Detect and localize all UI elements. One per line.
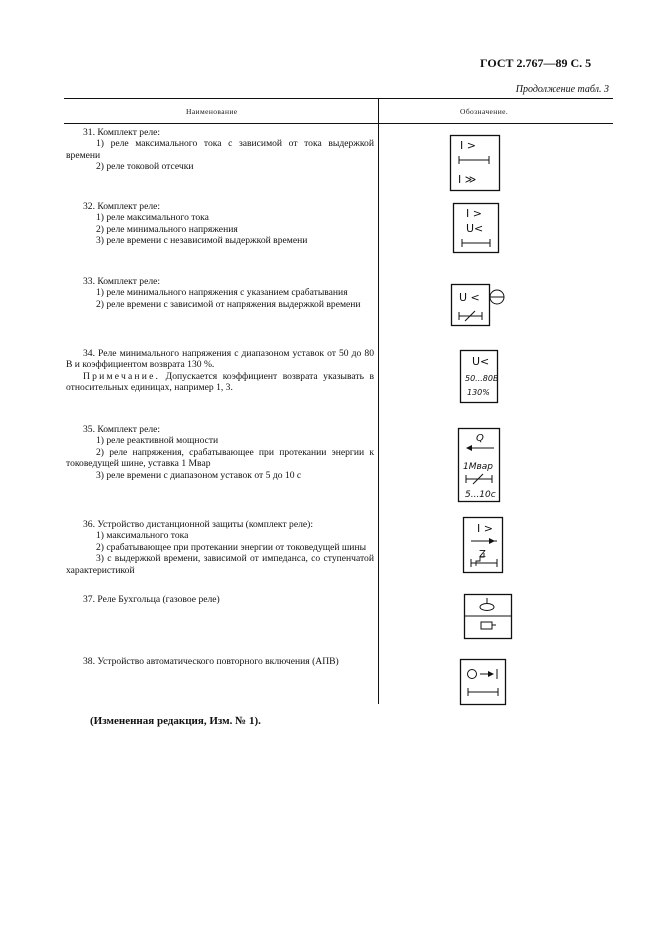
entry-note [66,371,374,394]
relay-36-drawing [463,517,503,573]
table-header-rule [64,123,613,124]
table-row-36 [66,519,374,576]
table-row-34 [66,348,374,394]
reactive-power-relay-set-icon [458,428,500,502]
symbol-label: 50...80В [465,374,499,383]
entry-heading: 32. Комплект реле: [83,201,161,212]
symbol-label: Q [476,433,484,444]
column-header-symbol: Обозначение. [460,107,509,116]
table-row-32 [66,201,374,247]
relay-32-drawing [453,203,499,253]
note-text: Допускается коэффициент возврата указывать в относительных единицах, например 1, 3. [66,370,374,394]
entry-heading: 36. Устройство дистанционной защиты (комплект реле): [83,519,314,530]
entry-line: 1) максимального тока [96,530,189,542]
table-row-35 [66,424,374,481]
column-divider [378,98,379,704]
symbol-label: 5...10с [465,490,496,500]
auto-reclose-icon [460,659,506,705]
entry-line: 2) реле времени с зависимой от напряжения выдержкой времени [96,298,361,310]
symbol-label: U< [466,222,484,235]
symbol-label: I > [460,139,476,152]
entry-line: 2) реле токовой отсечки [96,161,194,173]
entry-line: 1) реле максимального тока [96,212,209,224]
table-top-rule [64,98,613,99]
entry-heading: 37. Реле Бухгольца (газовое реле) [83,594,220,605]
symbol-label: U< [472,355,490,368]
symbol-label: 1Мвар [463,462,494,472]
relay-37-drawing [464,594,512,639]
relay-33-drawing [451,284,517,326]
table-continuation-label: Продолжение табл. 3 [515,84,609,95]
entry-heading: 35. Комплект реле: [83,424,161,435]
entry-heading: 31. Комплект реле: [83,127,161,138]
entry-line: 2) реле минимального напряжения [96,223,238,235]
entry-line: 3) с выдержкой времени, зависимой от импеданса, со ступенчатой характеристикой [66,553,374,576]
entry-heading: 34. Реле минимального напряжения с диапазоном уставок от 50 до 80 В и коэффициентом возврата 130 %. [66,348,374,371]
symbol-label: I > [466,207,482,220]
entry-line: 3) реле времени с независимой выдержкой времени [96,235,308,247]
symbol-label: 130% [467,388,490,397]
overcurrent-undervoltage-relay-set-icon [453,203,499,253]
entry-line: 1) реле минимального напряжения с указанием срабатывания [96,287,348,299]
symbol-label: I > [477,522,493,535]
relay-34-drawing [460,350,498,403]
overcurrent-relay-set-icon [450,135,500,191]
table-row-33 [66,276,374,310]
symbol-label: U < [459,291,480,304]
page-title: ГОСТ 2.767—89 С. 5 [480,56,592,70]
entry-heading: 38. Устройство автоматического повторного включения (АПВ) [83,656,339,667]
symbol-label: Z [479,549,486,560]
undervoltage-indicator-relay-set-icon [451,284,517,326]
entry-line: 3) реле времени с диапазоном уставок от 5 до 10 с [96,469,302,481]
table-row-37 [66,594,374,605]
amendment-note: (Измененная редакция, Изм. № 1). [90,715,261,727]
entry-heading: 33. Комплект реле: [83,276,161,287]
undervoltage-relay-icon [460,350,498,403]
entry-line: 2) реле напряжения, срабатывающее при протекании энергии к токоведущей шине, уставка 1 Мвар [66,446,374,470]
entry-line: 1) реле максимального тока с зависимой от тока выдержкой времени [66,138,374,161]
relay-38-drawing [460,659,506,705]
entry-line: 2) срабатывающее при протекании энергии от токоведущей шины [96,541,367,553]
column-header-name: Наименование [186,107,238,116]
relay-35-drawing [458,428,500,502]
note-label: Примечание. [83,370,161,382]
entry-line: 1) реле реактивной мощности [96,435,219,447]
table-row-31 [66,127,374,173]
relay-31-drawing [450,135,500,191]
distance-protection-icon [463,517,503,573]
symbol-label: I ≫ [458,173,477,186]
buchholz-relay-icon [464,594,512,639]
table-row-38 [66,656,374,667]
